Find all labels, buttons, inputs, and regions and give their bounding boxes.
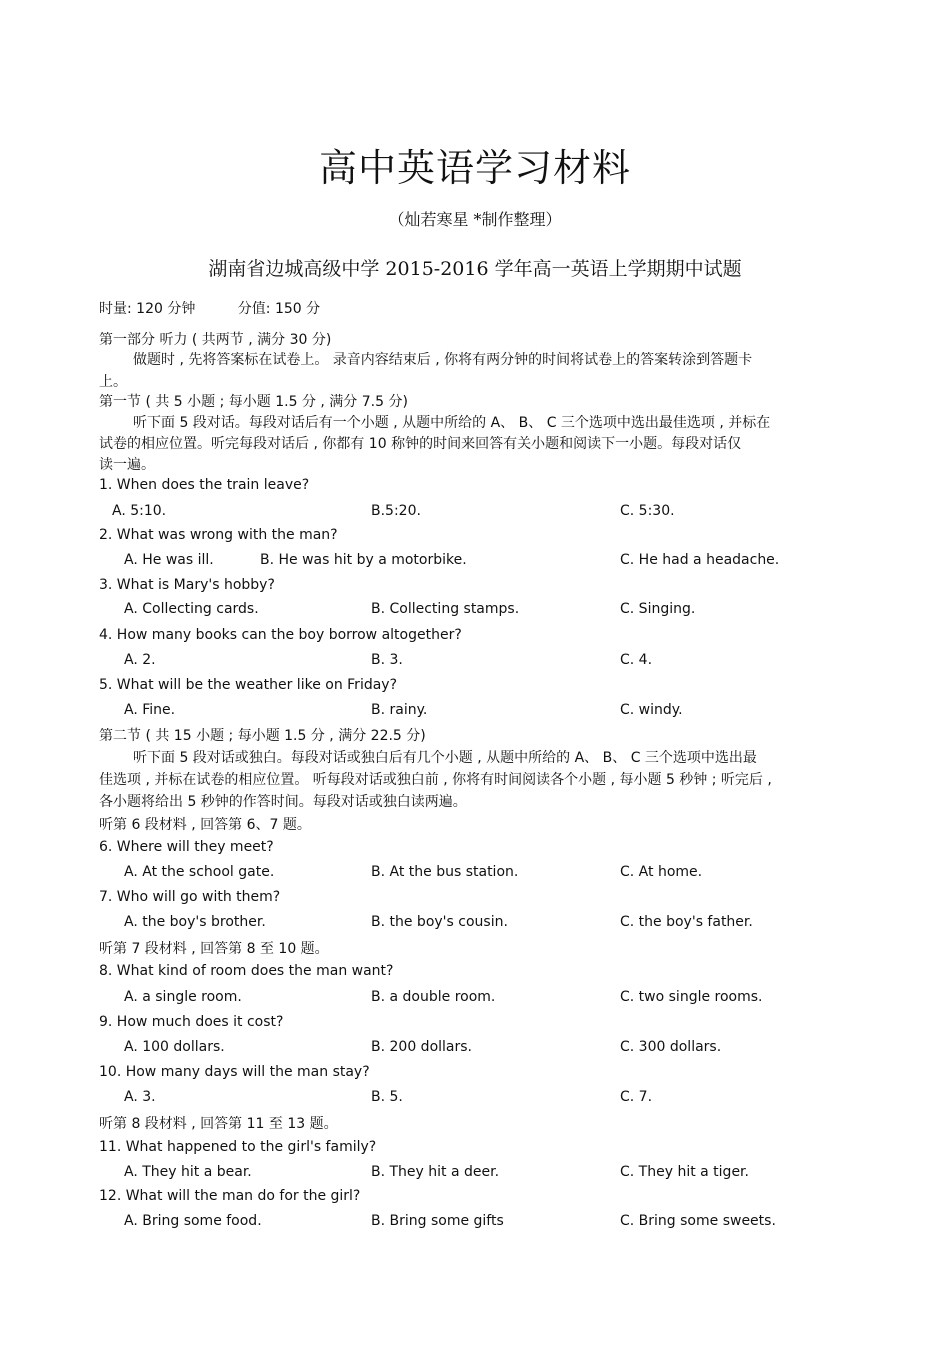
- question-10: 10. How many days will the man stay?: [99, 1064, 370, 1080]
- question-7: 7. Who will go with them?: [99, 889, 281, 905]
- document-subtitle: （灿若寒星 *制作整理）: [388, 210, 562, 229]
- q9-option-c: C. 300 dollars.: [620, 1039, 722, 1055]
- q5-option-a: A. Fine.: [124, 702, 176, 718]
- q4-option-c: C. 4.: [620, 652, 653, 668]
- question-3: 3. What is Mary's hobby?: [99, 577, 275, 593]
- question-6: 6. Where will they meet?: [99, 839, 274, 855]
- q3-option-a: A. Collecting cards.: [124, 601, 259, 617]
- exam-time: 时量: 120 分钟: [99, 301, 196, 317]
- question-5: 5. What will be the weather like on Friday?: [99, 677, 398, 693]
- section1-instruction-line: 读一遍。: [99, 457, 155, 473]
- q8-option-a: A. a single room.: [124, 989, 242, 1005]
- q6-option-a: A. At the school gate.: [124, 864, 275, 880]
- q4-option-b: B. 3.: [371, 652, 403, 668]
- question-1: 1. When does the train leave?: [99, 477, 310, 493]
- exam-score: 分值: 150 分: [237, 301, 321, 317]
- q9-option-a: A. 100 dollars.: [124, 1039, 225, 1055]
- question-8: 8. What kind of room does the man want?: [99, 963, 394, 979]
- question-2: 2. What was wrong with the man?: [99, 527, 338, 543]
- q11-option-b: B. They hit a deer.: [371, 1164, 500, 1180]
- q1-option-a: A. 5:10.: [112, 503, 167, 519]
- q12-option-a: A. Bring some food.: [124, 1213, 262, 1229]
- q7-option-b: B. the boy's cousin.: [371, 914, 508, 930]
- exam-title: 湖南省边城高级中学 2015-2016 学年高一英语上学期期中试题: [208, 258, 742, 280]
- q7-option-a: A. the boy's brother.: [124, 914, 266, 930]
- q2-option-c: C. He had a headache.: [620, 552, 780, 568]
- question-4: 4. How many books can the boy borrow altogether?: [99, 627, 462, 643]
- q10-option-c: C. 7.: [620, 1089, 653, 1105]
- q4-option-a: A. 2.: [124, 652, 156, 668]
- section2-instruction-line: 佳选项 , 并标在试卷的相应位置。 听每段对话或独白前 , 你将有时间阅读各个小题 , 每小题 5 秒钟 ; 听完后 ,: [99, 772, 772, 788]
- part1-instruction-line: 做题时 , 先将答案标在试卷上。 录音内容结束后 , 你将有两分钟的时间将试卷上的答案转涂到答题卡: [133, 352, 753, 368]
- q11-option-c: C. They hit a tiger.: [620, 1164, 749, 1180]
- section1-instruction-line: 试卷的相应位置。听完每段对话后 , 你都有 10 称钟的时间来回答有关小题和阅读下一小题。每段对话仅: [99, 436, 742, 452]
- question-11: 11. What happened to the girl's family?: [99, 1139, 377, 1155]
- q1-option-c: C. 5:30.: [620, 503, 675, 519]
- question-12: 12. What will the man do for the girl?: [99, 1188, 361, 1204]
- q12-option-c: C. Bring some sweets.: [620, 1213, 776, 1229]
- q2-option-b: B. He was hit by a motorbike.: [260, 552, 467, 568]
- q6-option-c: C. At home.: [620, 864, 703, 880]
- q10-option-b: B. 5.: [371, 1089, 403, 1105]
- part1-heading: 第一部分 听力 ( 共两节 , 满分 30 分): [99, 332, 332, 348]
- part1-instruction-line: 上。: [99, 374, 127, 390]
- exam-meta: [99, 298, 358, 318]
- q5-option-c: C. windy.: [620, 702, 683, 718]
- q2-option-a: A. He was ill.: [124, 552, 214, 568]
- q7-option-c: C. the boy's father.: [620, 914, 753, 930]
- section1-heading: 第一节 ( 共 5 小题 ; 每小题 1.5 分 , 满分 7.5 分): [99, 394, 408, 410]
- q1-option-b: B.5:20.: [371, 503, 421, 519]
- q12-option-b: B. Bring some gifts: [371, 1213, 504, 1229]
- section2-instruction-line: 听下面 5 段对话或独白。每段对话或独白后有几个小题 , 从题中所给的 A、 B、 C 三个选项中选出最: [133, 750, 757, 766]
- q3-option-c: C. Singing.: [620, 601, 696, 617]
- material-7-heading: 听第 7 段材料 , 回答第 8 至 10 题。: [99, 941, 329, 957]
- q10-option-a: A. 3.: [124, 1089, 156, 1105]
- question-9: 9. How much does it cost?: [99, 1014, 284, 1030]
- q3-option-b: B. Collecting stamps.: [371, 601, 520, 617]
- q8-option-c: C. two single rooms.: [620, 989, 763, 1005]
- q9-option-b: B. 200 dollars.: [371, 1039, 472, 1055]
- q8-option-b: B. a double room.: [371, 989, 496, 1005]
- material-8-heading: 听第 8 段材料 , 回答第 11 至 13 题。: [99, 1116, 338, 1132]
- section1-instruction-line: 听下面 5 段对话。每段对话后有一个小题 , 从题中所给的 A、 B、 C 三个选项中选出最佳选项 , 并标在: [133, 415, 771, 431]
- q5-option-b: B. rainy.: [371, 702, 428, 718]
- material-6-heading: 听第 6 段材料 , 回答第 6、7 题。: [99, 817, 311, 833]
- q6-option-b: B. At the bus station.: [371, 864, 519, 880]
- document-title: 高中英语学习材料: [318, 146, 631, 190]
- q11-option-a: A. They hit a bear.: [124, 1164, 252, 1180]
- section2-heading: 第二节 ( 共 15 小题 ; 每小题 1.5 分 , 满分 22.5 分): [99, 728, 426, 744]
- section2-instruction-line: 各小题将给出 5 秒钟的作答时间。每段对话或独白读两遍。: [99, 794, 467, 810]
